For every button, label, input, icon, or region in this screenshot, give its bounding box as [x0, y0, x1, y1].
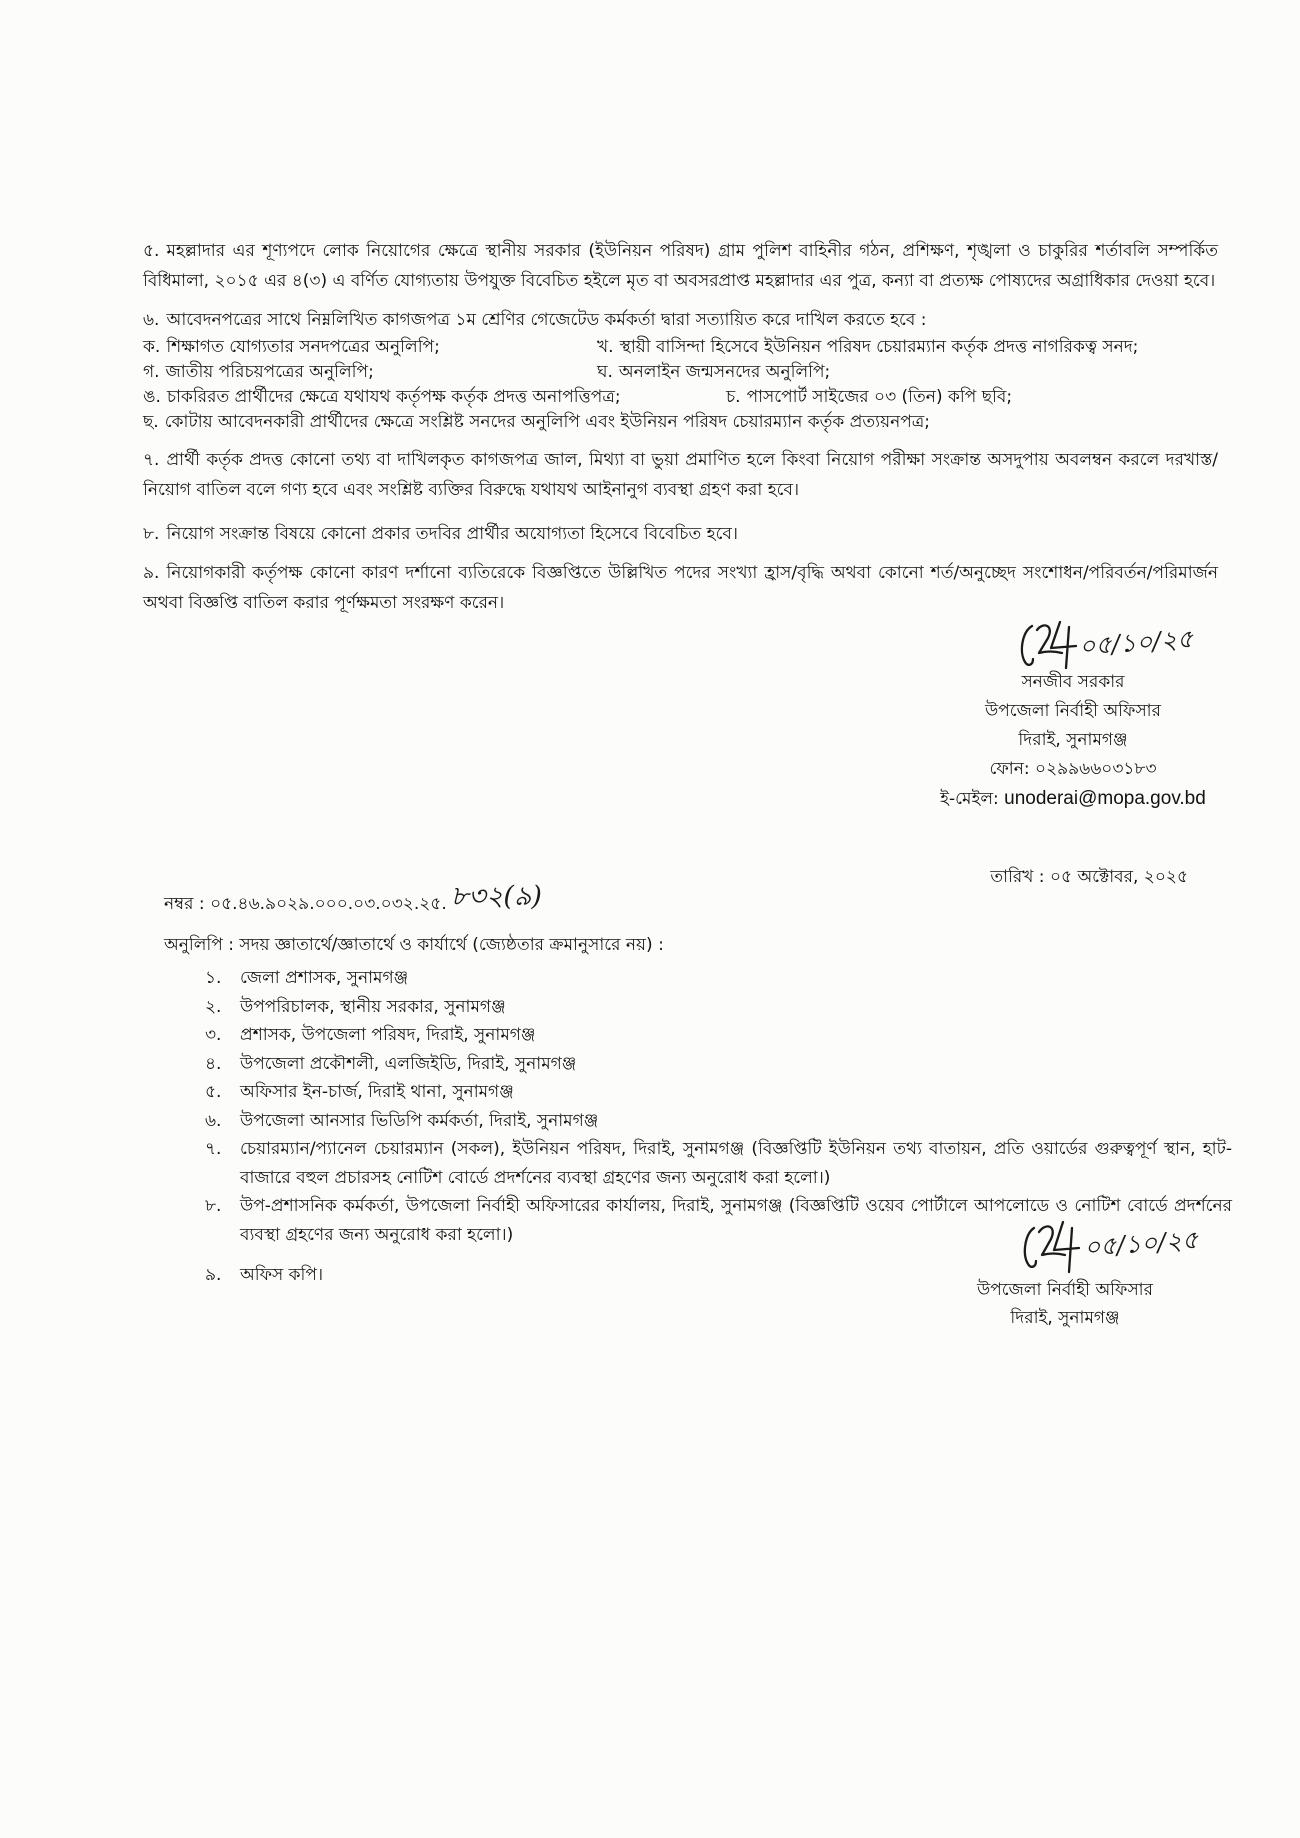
reference-number: ০৫.৪৬.৯০২৯.০০০.০৩.০৩২.২৫.: [210, 894, 447, 914]
document-item: [597, 335, 1218, 360]
list-text: উপ-প্রশাসনিক কর্মকর্তা, উপজেলা নির্বাহী অফিসারের কার্যালয়, দিরাই, সুনামগঞ্জ (বিজ্ঞপ্তিটি ওয়েব পোর্টালে আপলোডে ও নোটিশ বোর্ডে প্রদর্শনের ব্যবস্থা গ্রহণের জন্য অনুরোধ করা হলো।): [240, 1196, 1232, 1245]
handwritten-date: ০৫/১০/২৫: [1083, 1225, 1200, 1262]
document-label: চ.: [726, 387, 741, 407]
clause-6: [143, 305, 1218, 335]
document-text: কোটায় আবেদনকারী প্রার্থীদের ক্ষেত্রে সংশ্লিষ্ট সনদের অনুলিপি এবং ইউনিয়ন পরিষদ চেয়ারম্যান কর্তৃক প্রত্যয়নপত্র;: [164, 412, 930, 432]
document-text: পাসপোর্ট সাইজের ০৩ (তিন) কপি ছবি;: [746, 387, 1013, 407]
signatory-location: দিরাই, সুনামগঞ্জ: [1010, 1308, 1120, 1328]
document-label: ঙ.: [143, 387, 161, 407]
document-text: অনলাইন জন্মসনদের অনুলিপি;: [618, 362, 831, 382]
list-text: প্রশাসক, উপজেলা পরিষদ, দিরাই, সুনামগঞ্জ: [240, 1025, 536, 1045]
document-label: ক.: [143, 337, 161, 357]
signature-scribble: [1019, 1216, 1081, 1274]
list-item: [143, 1078, 1232, 1107]
clause-text: নিয়োগকারী কর্তৃপক্ষ কোনো কারণ দর্শানো ব্যতিরেকে বিজ্ঞপ্তিতে উল্লিখিত পদের সংখ্যা হ্রাস/বৃদ্ধি অথবা কোনো শর্ত/অনুচ্ছেদ সংশোধন/পরিবর্তন/পরিমার্জন অথবা বিজ্ঞপ্তি বাতিল করার পূর্ণক্ষমতা সংরক্ষণ করেন।: [143, 563, 1218, 613]
list-item: [143, 1021, 1232, 1050]
clause-number: ৯.: [143, 563, 160, 583]
list-item: [143, 964, 1232, 993]
list-number: ৪.: [205, 1053, 222, 1074]
list-text: চেয়ারম্যান/প্যানেল চেয়ারম্যান (সকল), ইউনিয়ন পরিষদ, দিরাই, সুনামগঞ্জ (বিজ্ঞপ্তিটি ইউনিয়ন তথ্য বাতায়ন, প্রতি ওয়ার্ডের গুরুত্বপূর্ণ স্থান, হাট-বাজারে বহুল প্রচারসহ নোটিশ বোর্ডে প্রদর্শনের ব্যবস্থা গ্রহণের জন্য অনুরোধ করা হলো।): [240, 1139, 1232, 1188]
documents-row: [143, 360, 1218, 385]
list-number: ২.: [205, 996, 222, 1017]
clause-number: ৬.: [143, 310, 160, 330]
list-item: [143, 1135, 1232, 1192]
handwritten-signature: [913, 618, 1233, 668]
signatory-phone: ফোন: ০২৯৯৬৬০৩১৮৩: [989, 759, 1157, 779]
signature-stroke: [1051, 622, 1076, 668]
memo-reference: [143, 862, 542, 919]
document-label: গ.: [143, 362, 160, 382]
list-item: [143, 1107, 1232, 1136]
copy-recipient-list: [143, 964, 1232, 1328]
clause-text: নিয়োগ সংক্রান্ত বিষয়ে কোনো প্রকার তদবির প্রার্থীর অযোগ্যতা হিসেবে বিবেচিত হবে।: [166, 524, 738, 544]
clause-number: ৮.: [143, 524, 160, 544]
signature-block: [900, 1216, 1230, 1332]
documents-row: [143, 385, 1218, 410]
signature-scribble: [1016, 618, 1078, 670]
clause-9: [143, 558, 1218, 618]
list-text: অফিস কপি।: [240, 1265, 324, 1285]
list-number: ৭.: [205, 1139, 222, 1159]
document-label: খ.: [597, 337, 614, 357]
document-text: শিক্ষাগত যোগ্যতার সনদপত্রের অনুলিপি;: [166, 337, 440, 357]
list-text: অফিসার ইন-চার্জ, দিরাই থানা, সুনামগঞ্জ: [240, 1082, 514, 1102]
document-item: [726, 385, 1218, 410]
signatory-email-line: [913, 784, 1233, 814]
document-item: [143, 360, 597, 385]
list-text: জেলা প্রশাসক, সুনামগঞ্জ: [240, 968, 409, 988]
list-text: উপজেলা আনসার ভিডিপি কর্মকর্তা, দিরাই, সুনামগঞ্জ: [240, 1110, 599, 1131]
signature-block: [913, 618, 1233, 814]
list-text: উপপরিচালক, স্থানীয় সরকার, সুনামগঞ্জ: [240, 996, 506, 1017]
clause-8: [143, 519, 1218, 549]
documents-row: [143, 335, 1218, 360]
date-label: তারিখ :: [990, 867, 1045, 887]
list-number: ৮.: [205, 1196, 222, 1216]
document-text: চাকরিরত প্রার্থীদের ক্ষেত্রে যথাযথ কর্তৃপক্ষ কর্তৃক প্রদত্ত অনাপত্তিপত্র;: [166, 387, 621, 407]
clause-text: প্রার্থী কর্তৃক প্রদত্ত কোনো তথ্য বা দাখিলকৃত কাগজপত্র জাল, মিথ্যা বা ভুয়া প্রমাণিত হলে কিংবা নিয়োগ পরীক্ষা সংক্রান্ত অসদুপায় অবলম্বন করলে দরখাস্ত/নিয়োগ বাতিল বলে গণ্য হবে এবং সংশ্লিষ্ট ব্যক্তির বিরুদ্ধে যথাযথ আইনানুগ ব্যবস্থা গ্রহণ করা হবে।: [143, 450, 1218, 500]
signature-stroke: [1022, 626, 1033, 665]
list-number: ৫.: [205, 1082, 222, 1102]
document-text: জাতীয় পরিচয়পত্রের অনুলিপি;: [165, 362, 374, 382]
last-recipient-row: [143, 1225, 1232, 1328]
signatory-title: উপজেলা নির্বাহী অফিসার: [985, 701, 1161, 721]
list-item: [143, 993, 1232, 1022]
reference-row: [143, 862, 1218, 919]
clause-5: [143, 236, 1218, 296]
date-value: ০৫ অক্টোবর, ২০২৫: [1049, 867, 1188, 887]
document-text: স্থায়ী বাসিন্দা হিসেবে ইউনিয়ন পরিষদ চেয়ারম্যান কর্তৃক প্রদত্ত নাগরিকত্ব সনদ;: [619, 337, 1139, 357]
email-label: ই-মেইল:: [940, 789, 999, 809]
document-item: [143, 385, 726, 410]
list-text: উপজেলা প্রকৌশলী, এলজিইডি, দিরাই, সুনামগঞ্জ: [240, 1053, 577, 1074]
signatory-title: উপজেলা নির্বাহী অফিসার: [977, 1280, 1153, 1300]
list-number: ৬.: [205, 1110, 222, 1131]
signature-stroke: [1025, 1228, 1036, 1267]
handwritten-serial: ৮৩২(৯): [450, 881, 542, 912]
copy-distribution-heading: অনুলিপি : সদয় জ্ঞাতার্থে/জ্ঞাতার্থে ও কার্যার্থে (জ্যেষ্ঠতার ক্রমানুসারে নয়) :: [164, 935, 664, 955]
required-documents-list: [143, 335, 1218, 435]
clause-number: ৭.: [143, 450, 160, 470]
document-label: ঘ.: [597, 362, 613, 382]
clause-7: [143, 445, 1218, 505]
list-number: ১.: [205, 968, 222, 988]
document-label: ছ.: [143, 412, 159, 432]
signature-stroke: [1054, 1222, 1079, 1272]
list-number: ৯.: [205, 1265, 222, 1285]
memo-date: [990, 862, 1218, 892]
document-item: [597, 360, 1218, 385]
clause-number: ৫.: [143, 241, 160, 261]
reference-label: নম্বর :: [164, 894, 205, 914]
clause-text: আবেদনপত্রের সাথে নিম্নলিখিত কাগজপত্র ১ম শ্রেণির গেজেটেড কর্মকর্তা দ্বারা সত্যায়িত করে দাখিল করতে হবে :: [166, 310, 927, 330]
documents-row: [143, 410, 1218, 435]
document-item: [143, 335, 597, 360]
clause-text: মহল্লাদার এর শূণ্যপদে লোক নিয়োগের ক্ষেত্রে স্থানীয় সরকার (ইউনিয়ন পরিষদ) গ্রাম পুলিশ বাহিনীর গঠন, প্রশিক্ষণ, শৃঙ্খলা ও চাকুরির শর্তাবলি সম্পর্কিত বিধিমালা, ২০১৫ এর ৪(৩) এ বর্ণিত যোগ্যতায় উপযুক্ত বিবেচিত হইলে মৃত বা অবসরপ্রাপ্ত মহল্লাদার এর পুত্র, কন্যা বা প্রত্যক্ষ পোষ্যদের অগ্রাধিকার দেওয়া হবে।: [143, 241, 1218, 291]
email-address: unoderai@mopa.gov.bd: [1004, 788, 1206, 809]
handwritten-date: ০৫/১০/২৫: [1078, 624, 1195, 661]
list-number: ৩.: [205, 1025, 222, 1045]
document-item: [143, 410, 1218, 435]
signatory-name: সনজীব সরকার: [1021, 672, 1125, 692]
signatory-location: দিরাই, সুনামগঞ্জ: [1018, 730, 1128, 750]
handwritten-signature: [900, 1216, 1230, 1276]
list-item: [143, 1050, 1232, 1079]
